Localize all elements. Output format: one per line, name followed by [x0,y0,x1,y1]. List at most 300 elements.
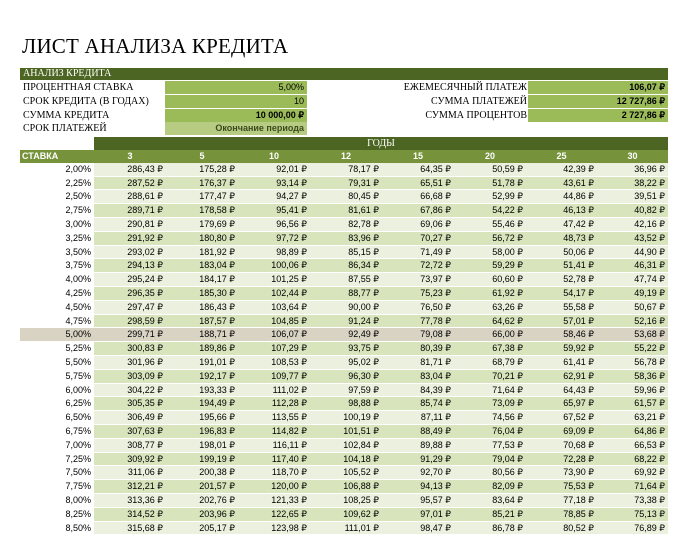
payment-cell: 79,04 ₽ [454,452,526,466]
summary-row-timing [20,122,668,135]
payment-cell: 313,36 ₽ [94,493,166,507]
payment-cell: 104,85 ₽ [238,314,310,328]
payment-cell: 52,78 ₽ [526,273,597,287]
rate-cell: 3,75% [20,259,94,273]
payment-cell: 88,49 ₽ [382,424,454,438]
year-header-25: 25 [526,150,597,163]
payment-cell: 82,09 ₽ [454,480,526,494]
payment-cell: 51,41 ₽ [526,259,597,273]
payment-cell: 58,00 ₽ [454,245,526,259]
payment-cell: 76,04 ₽ [454,424,526,438]
table-row [20,493,668,507]
payment-cell: 108,25 ₽ [310,493,382,507]
payment-cell: 64,43 ₽ [526,383,597,397]
payment-cell: 92,70 ₽ [382,466,454,480]
payment-cell: 109,62 ₽ [310,507,382,521]
payment-cell: 74,56 ₽ [454,411,526,425]
payment-cell: 177,47 ₽ [166,190,238,204]
payment-cell: 80,56 ₽ [454,466,526,480]
table-row [20,217,668,231]
payment-cell: 188,71 ₽ [166,328,238,342]
table-row [20,163,668,176]
payment-cell: 122,65 ₽ [238,507,310,521]
payment-cell: 315,68 ₽ [94,521,166,535]
payment-cell: 103,64 ₽ [238,300,310,314]
payment-cell: 50,67 ₽ [597,300,668,314]
table-row [20,328,668,342]
payment-cell: 114,82 ₽ [238,424,310,438]
summary-row-amount [20,109,668,122]
payment-cell: 195,66 ₽ [166,411,238,425]
payment-cell: 70,27 ₽ [382,231,454,245]
payment-cell: 101,25 ₽ [238,273,310,287]
payment-cell: 92,01 ₽ [238,163,310,176]
page-title: ЛИСТ АНАЛИЗА КРЕДИТА [22,34,289,58]
payment-cell: 46,13 ₽ [526,204,597,218]
payment-cell: 65,51 ₽ [382,176,454,190]
payment-cell: 55,58 ₽ [526,300,597,314]
payment-cell: 79,08 ₽ [382,328,454,342]
payment-cell: 102,44 ₽ [238,286,310,300]
payment-cell: 77,18 ₽ [526,493,597,507]
payment-cell: 184,17 ₽ [166,273,238,287]
payment-cell: 36,96 ₽ [597,163,668,176]
payment-cell: 71,49 ₽ [382,245,454,259]
payment-cell: 295,24 ₽ [94,273,166,287]
payment-cell: 178,58 ₽ [166,204,238,218]
payment-cell: 309,92 ₽ [94,452,166,466]
year-header-12: 12 [310,150,382,163]
payment-cell: 59,92 ₽ [526,342,597,356]
payment-cell: 118,70 ₽ [238,466,310,480]
year-header-5: 5 [166,150,238,163]
payment-cell: 287,52 ₽ [94,176,166,190]
payment-cell: 65,97 ₽ [526,397,597,411]
payment-cell: 92,49 ₽ [310,328,382,342]
payment-cell: 307,63 ₽ [94,424,166,438]
payment-cell: 111,01 ₽ [310,521,382,535]
payment-cell: 98,89 ₽ [238,245,310,259]
table-row [20,190,668,204]
rate-cell: 7,75% [20,480,94,494]
payment-cell: 314,52 ₽ [94,507,166,521]
total-payments-value: 12 727,86 ₽ [528,95,668,108]
payment-cell: 54,17 ₽ [526,286,597,300]
payment-cell: 73,09 ₽ [454,397,526,411]
rate-cell: 2,75% [20,204,94,218]
payment-cell: 47,74 ₽ [597,273,668,287]
rate-cell: 7,00% [20,438,94,452]
table-row [20,521,668,535]
payment-cell: 106,88 ₽ [310,480,382,494]
payment-cell: 97,59 ₽ [310,383,382,397]
rate-cell: 6,00% [20,383,94,397]
rate-cell: 5,00% [20,328,94,342]
payment-cell: 88,77 ₽ [310,286,382,300]
year-header-30: 30 [597,150,668,163]
payment-cell: 70,21 ₽ [454,369,526,383]
payment-cell: 95,57 ₽ [382,493,454,507]
summary-row-rate [20,81,668,94]
rate-cell: 4,25% [20,286,94,300]
payment-cell: 69,06 ₽ [382,217,454,231]
payment-cell: 300,83 ₽ [94,342,166,356]
payment-cell: 40,82 ₽ [597,204,668,218]
rate-cell: 2,00% [20,163,94,176]
payment-cell: 53,68 ₽ [597,328,668,342]
table-row [20,397,668,411]
payment-cell: 52,16 ₽ [597,314,668,328]
payment-cell: 80,39 ₽ [382,342,454,356]
payment-cell: 100,06 ₽ [238,259,310,273]
payment-cell: 82,78 ₽ [310,217,382,231]
payment-cell: 203,96 ₽ [166,507,238,521]
payment-cell: 70,68 ₽ [526,438,597,452]
payment-cell: 85,21 ₽ [454,507,526,521]
table-row [20,411,668,425]
payment-cell: 107,29 ₽ [238,342,310,356]
summary-row-term [20,95,668,108]
payment-cell: 296,35 ₽ [94,286,166,300]
payment-cell: 66,00 ₽ [454,328,526,342]
payment-cell: 98,47 ₽ [382,521,454,535]
term-input[interactable]: 10 [165,95,307,108]
payment-cell: 176,37 ₽ [166,176,238,190]
payment-cell: 186,43 ₽ [166,300,238,314]
payment-cell: 51,78 ₽ [454,176,526,190]
payment-cell: 58,46 ₽ [526,328,597,342]
payment-cell: 58,36 ₽ [597,369,668,383]
payment-cell: 90,00 ₽ [310,300,382,314]
table-row [20,480,668,494]
term-label: СРОК КРЕДИТА (В ГОДАХ) [23,96,149,107]
rate-cell: 4,00% [20,273,94,287]
payment-cell: 205,17 ₽ [166,521,238,535]
payment-cell: 304,22 ₽ [94,383,166,397]
table-row [20,286,668,300]
payment-cell: 299,71 ₽ [94,328,166,342]
rate-cell: 3,25% [20,231,94,245]
payment-cell: 38,22 ₽ [597,176,668,190]
payment-cell: 66,53 ₽ [597,438,668,452]
payment-cell: 44,86 ₽ [526,190,597,204]
payment-cell: 67,52 ₽ [526,411,597,425]
payment-cell: 191,01 ₽ [166,355,238,369]
payment-cell: 44,90 ₽ [597,245,668,259]
payment-cell: 200,38 ₽ [166,466,238,480]
payment-cell: 91,24 ₽ [310,314,382,328]
table-row [20,342,668,356]
rate-cell: 8,25% [20,507,94,521]
payment-cell: 43,52 ₽ [597,231,668,245]
rate-cell: 4,50% [20,300,94,314]
payment-cell: 117,40 ₽ [238,452,310,466]
table-row [20,466,668,480]
payment-cell: 201,57 ₽ [166,480,238,494]
total-interest-label: СУММА ПРОЦЕНТОВ [425,110,527,121]
payment-cell: 97,72 ₽ [238,231,310,245]
table-row [20,314,668,328]
year-header-15: 15 [382,150,454,163]
payment-cell: 75,13 ₽ [597,507,668,521]
table-row [20,383,668,397]
payment-cell: 94,13 ₽ [382,480,454,494]
payment-cell: 96,56 ₽ [238,217,310,231]
payment-cell: 57,01 ₽ [526,314,597,328]
payment-cell: 108,53 ₽ [238,355,310,369]
payment-cell: 312,21 ₽ [94,480,166,494]
payment-cell: 95,41 ₽ [238,204,310,218]
section-header: АНАЛИЗ КРЕДИТА [20,68,668,80]
payment-cell: 52,99 ₽ [454,190,526,204]
rate-label: ПРОЦЕНТНАЯ СТАВКА [23,82,134,93]
payment-cell: 67,38 ₽ [454,342,526,356]
table-row [20,259,668,273]
total-interest-value: 2 727,86 ₽ [528,109,668,122]
rate-cell: 7,25% [20,452,94,466]
payment-cell: 288,61 ₽ [94,190,166,204]
payment-cell: 202,76 ₽ [166,493,238,507]
payment-cell: 91,29 ₽ [382,452,454,466]
total-payments-label: СУММА ПЛАТЕЖЕЙ [431,96,527,107]
monthly-payment-value: 106,07 ₽ [528,81,668,94]
payment-cell: 46,31 ₽ [597,259,668,273]
payment-cell: 175,28 ₽ [166,163,238,176]
year-header-3: 3 [94,150,166,163]
payment-cell: 78,85 ₽ [526,507,597,521]
timing-select[interactable]: Окончание периода [165,122,307,135]
payment-cell: 85,74 ₽ [382,397,454,411]
payment-cell: 42,16 ₽ [597,217,668,231]
payment-cell: 71,64 ₽ [454,383,526,397]
table-row [20,369,668,383]
payment-cell: 73,38 ₽ [597,493,668,507]
payment-cell: 63,21 ₽ [597,411,668,425]
payment-cell: 87,55 ₽ [310,273,382,287]
payment-cell: 69,92 ₽ [597,466,668,480]
payment-cell: 294,13 ₽ [94,259,166,273]
payment-cell: 50,06 ₽ [526,245,597,259]
payment-cell: 121,33 ₽ [238,493,310,507]
payment-cell: 93,14 ₽ [238,176,310,190]
payment-cell: 86,34 ₽ [310,259,382,273]
payment-table [20,150,668,535]
payment-cell: 47,42 ₽ [526,217,597,231]
payment-cell: 196,83 ₽ [166,424,238,438]
payment-cell: 297,47 ₽ [94,300,166,314]
payment-cell: 56,78 ₽ [597,355,668,369]
payment-cell: 83,64 ₽ [454,493,526,507]
payment-cell: 199,19 ₽ [166,452,238,466]
payment-cell: 77,78 ₽ [382,314,454,328]
payment-cell: 68,22 ₽ [597,452,668,466]
table-row [20,438,668,452]
payment-cell: 96,30 ₽ [310,369,382,383]
payment-cell: 80,52 ₽ [526,521,597,535]
payment-cell: 78,17 ₽ [310,163,382,176]
payment-cell: 101,51 ₽ [310,424,382,438]
payment-cell: 291,92 ₽ [94,231,166,245]
payment-cell: 106,07 ₽ [238,328,310,342]
payment-cell: 67,86 ₽ [382,204,454,218]
payment-cell: 56,72 ₽ [454,231,526,245]
payment-cell: 87,11 ₽ [382,411,454,425]
payment-cell: 61,57 ₽ [597,397,668,411]
payment-cell: 79,31 ₽ [310,176,382,190]
payment-cell: 198,01 ₽ [166,438,238,452]
table-header-row [20,150,668,163]
payment-cell: 293,02 ₽ [94,245,166,259]
payment-cell: 100,19 ₽ [310,411,382,425]
table-row [20,176,668,190]
payment-cell: 64,35 ₽ [382,163,454,176]
payment-cell: 54,22 ₽ [454,204,526,218]
payment-cell: 183,04 ₽ [166,259,238,273]
payment-cell: 109,77 ₽ [238,369,310,383]
rate-cell: 8,50% [20,521,94,535]
payment-cell: 73,90 ₽ [526,466,597,480]
payment-cell: 189,86 ₽ [166,342,238,356]
payment-cell: 83,04 ₽ [382,369,454,383]
payment-cell: 64,62 ₽ [454,314,526,328]
rate-cell: 5,75% [20,369,94,383]
rate-cell: 8,00% [20,493,94,507]
payment-cell: 286,43 ₽ [94,163,166,176]
payment-cell: 123,98 ₽ [238,521,310,535]
payment-cell: 194,49 ₽ [166,397,238,411]
rate-column-header: СТАВКА [20,150,94,163]
payment-cell: 76,89 ₽ [597,521,668,535]
payment-cell: 89,88 ₽ [382,438,454,452]
payment-cell: 72,72 ₽ [382,259,454,273]
rate-cell: 3,00% [20,217,94,231]
payment-cell: 187,57 ₽ [166,314,238,328]
payment-cell: 116,11 ₽ [238,438,310,452]
amount-label: СУММА КРЕДИТА [23,110,110,121]
rate-cell: 6,25% [20,397,94,411]
payment-cell: 179,69 ₽ [166,217,238,231]
payment-cell: 86,78 ₽ [454,521,526,535]
payment-cell: 43,61 ₽ [526,176,597,190]
payment-cell: 98,88 ₽ [310,397,382,411]
payment-cell: 97,01 ₽ [382,507,454,521]
payment-cell: 298,59 ₽ [94,314,166,328]
payment-cell: 59,29 ₽ [454,259,526,273]
payment-cell: 75,53 ₽ [526,480,597,494]
payment-cell: 111,02 ₽ [238,383,310,397]
rate-cell: 7,50% [20,466,94,480]
payment-cell: 93,75 ₽ [310,342,382,356]
year-header-10: 10 [238,150,310,163]
payment-cell: 289,71 ₽ [94,204,166,218]
payment-cell: 81,61 ₽ [310,204,382,218]
payment-cell: 85,15 ₽ [310,245,382,259]
payment-cell: 61,92 ₽ [454,286,526,300]
timing-label: СРОК ПЛАТЕЖЕЙ [23,123,107,134]
payment-cell: 105,52 ₽ [310,466,382,480]
payment-cell: 308,77 ₽ [94,438,166,452]
payment-cell: 180,80 ₽ [166,231,238,245]
rate-cell: 6,75% [20,424,94,438]
table-row [20,424,668,438]
rate-cell: 5,25% [20,342,94,356]
payment-cell: 102,84 ₽ [310,438,382,452]
payment-cell: 113,55 ₽ [238,411,310,425]
table-row [20,231,668,245]
payment-cell: 83,96 ₽ [310,231,382,245]
payment-cell: 68,79 ₽ [454,355,526,369]
payment-cell: 311,06 ₽ [94,466,166,480]
payment-cell: 193,33 ₽ [166,383,238,397]
payment-cell: 62,91 ₽ [526,369,597,383]
payment-cell: 181,92 ₽ [166,245,238,259]
payment-cell: 81,71 ₽ [382,355,454,369]
payment-cell: 84,39 ₽ [382,383,454,397]
payment-cell: 95,02 ₽ [310,355,382,369]
payment-cell: 305,35 ₽ [94,397,166,411]
table-row [20,273,668,287]
rate-input[interactable]: 5,00% [165,81,307,94]
payment-cell: 303,09 ₽ [94,369,166,383]
payment-cell: 120,00 ₽ [238,480,310,494]
payment-cell: 104,18 ₽ [310,452,382,466]
table-row [20,507,668,521]
payment-cell: 55,46 ₽ [454,217,526,231]
rate-cell: 2,50% [20,190,94,204]
payment-cell: 75,23 ₽ [382,286,454,300]
payment-cell: 42,39 ₽ [526,163,597,176]
payment-cell: 192,17 ₽ [166,369,238,383]
payment-cell: 72,28 ₽ [526,452,597,466]
payment-cell: 66,68 ₽ [382,190,454,204]
payment-cell: 73,97 ₽ [382,273,454,287]
table-row [20,204,668,218]
table-row [20,245,668,259]
rate-cell: 3,50% [20,245,94,259]
payment-cell: 76,50 ₽ [382,300,454,314]
rate-cell: 6,50% [20,411,94,425]
payment-cell: 77,53 ₽ [454,438,526,452]
payment-cell: 94,27 ₽ [238,190,310,204]
payment-cell: 63,26 ₽ [454,300,526,314]
years-header: ГОДЫ [94,137,668,150]
payment-cell: 64,86 ₽ [597,424,668,438]
payment-cell: 61,41 ₽ [526,355,597,369]
table-row [20,452,668,466]
payment-cell: 50,59 ₽ [454,163,526,176]
payment-cell: 80,45 ₽ [310,190,382,204]
payment-cell: 69,09 ₽ [526,424,597,438]
payment-cell: 185,30 ₽ [166,286,238,300]
payment-cell: 290,81 ₽ [94,217,166,231]
payment-cell: 60,60 ₽ [454,273,526,287]
monthly-payment-label: ЕЖЕМЕСЯЧНЫЙ ПЛАТЕЖ [403,82,527,93]
payment-cell: 112,28 ₽ [238,397,310,411]
rate-cell: 5,50% [20,355,94,369]
payment-cell: 306,49 ₽ [94,411,166,425]
table-row [20,355,668,369]
amount-input[interactable]: 10 000,00 ₽ [165,109,307,122]
year-header-20: 20 [454,150,526,163]
payment-cell: 301,96 ₽ [94,355,166,369]
payment-cell: 71,64 ₽ [597,480,668,494]
rate-cell: 2,25% [20,176,94,190]
table-row [20,300,668,314]
payment-cell: 49,19 ₽ [597,286,668,300]
rate-cell: 4,75% [20,314,94,328]
payment-cell: 48,73 ₽ [526,231,597,245]
payment-cell: 59,96 ₽ [597,383,668,397]
